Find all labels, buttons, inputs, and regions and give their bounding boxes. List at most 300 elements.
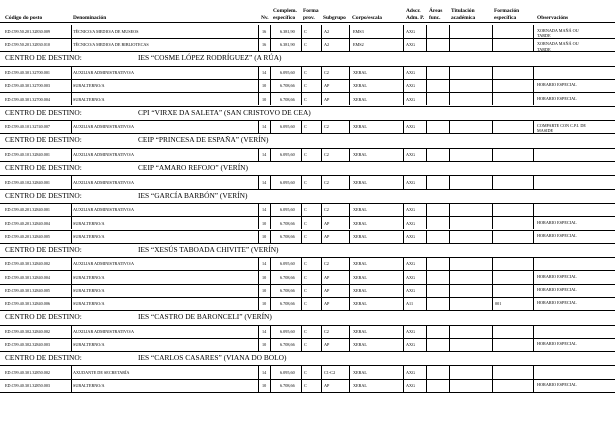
header-titulacion-2: académica [451, 15, 476, 21]
column-divider [321, 365, 322, 378]
cell-forma: C [304, 29, 307, 35]
cell-observacion: HORARIO ESPECIAL [537, 82, 577, 88]
cell-den: TÉCNICO/A MEDIO/A DE MUSEOS [73, 29, 139, 35]
row-rule [0, 79, 615, 80]
column-divider [349, 148, 350, 161]
cell-comp: 6.095,60 [280, 151, 295, 157]
cell-observacion: HORARIO ESPECIAL [537, 300, 577, 305]
cell-den: SUBALTERNO/A [73, 341, 105, 347]
cell-corpo: XERAL [353, 124, 367, 130]
column-divider [403, 365, 404, 378]
column-divider [492, 257, 493, 270]
destination-rule [0, 175, 615, 176]
cell-adscr: AXG [406, 29, 416, 35]
cell-corpo: XERAL [353, 274, 367, 280]
column-divider [449, 203, 450, 216]
column-divider [321, 297, 322, 310]
cell-forma: C [304, 70, 307, 76]
cell-corpo: XERAL [353, 70, 367, 76]
column-divider [492, 120, 493, 133]
cell-forma: C [304, 220, 307, 226]
column-divider [270, 120, 271, 133]
column-divider [349, 38, 350, 51]
column-divider [426, 297, 427, 310]
column-divider [349, 79, 350, 92]
column-divider [449, 270, 450, 283]
column-divider [258, 92, 259, 105]
cell-corpo: XERAL [353, 151, 367, 157]
cell-sub: A2 [324, 42, 330, 48]
column-divider [349, 284, 350, 297]
cell-sub: C2 [324, 207, 329, 213]
header-codigo: Código do posto [5, 15, 43, 21]
cell-corpo: XERAL [353, 207, 367, 213]
column-divider [71, 175, 72, 188]
column-divider [403, 148, 404, 161]
column-divider [533, 38, 534, 51]
column-divider [492, 338, 493, 351]
cell-nv: 14 [262, 261, 267, 267]
column-divider [321, 25, 322, 38]
cell-adscr: AXG [406, 220, 416, 226]
header-adscr-2: Adm. P. [406, 15, 425, 21]
cell-adscr: AXG [406, 261, 416, 267]
cell-forma: C [304, 151, 307, 157]
column-divider [270, 216, 271, 229]
column-divider [426, 92, 427, 105]
cell-code: ED.C99.40.302.32840.003 [5, 341, 51, 347]
column-divider [71, 379, 72, 392]
cell-nv: 10 [262, 274, 267, 280]
column-divider [71, 230, 72, 243]
cell-den: SUBALTERNO/A [73, 382, 105, 388]
cell-corpo: XERAL [353, 220, 367, 226]
cell-adscr: AXG [406, 341, 416, 347]
column-divider [492, 25, 493, 38]
cell-comp: 6.095,60 [280, 179, 295, 185]
cell-code: ED.C99.40.301.32840.006 [5, 301, 51, 306]
cell-corpo: XERAL [353, 341, 367, 347]
cell-adscr: AXG [406, 382, 416, 388]
column-divider [301, 270, 302, 283]
column-divider [321, 66, 322, 79]
column-divider [301, 175, 302, 188]
column-divider [321, 230, 322, 243]
cell-comp: 6.708,66 [280, 233, 295, 239]
column-divider [258, 379, 259, 392]
column-divider [426, 284, 427, 297]
column-divider [426, 230, 427, 243]
header-denominacion: Denominación [73, 15, 107, 21]
column-divider [492, 66, 493, 79]
cell-code: ED.C99.40.301.32850.002 [5, 369, 51, 375]
cell-sub: C2 [324, 261, 329, 267]
column-divider [449, 365, 450, 378]
column-divider [533, 92, 534, 105]
cell-forma: C [304, 274, 307, 280]
column-divider [533, 270, 534, 283]
column-divider [533, 120, 534, 133]
column-divider [449, 284, 450, 297]
column-divider [71, 38, 72, 51]
cell-sub: AP [324, 382, 330, 388]
column-divider [301, 38, 302, 51]
column-divider [258, 270, 259, 283]
center-destination-prefix: CENTRO DE DESTINO: [5, 162, 82, 172]
cell-observacion: TARDE [537, 46, 551, 52]
cell-comp: 6.708,66 [280, 287, 295, 293]
column-divider [533, 338, 534, 351]
cell-nv: 10 [262, 382, 267, 388]
cell-observacion: HORARIO ESPECIAL [537, 340, 577, 346]
column-divider [492, 365, 493, 378]
column-divider [258, 325, 259, 338]
column-divider [533, 379, 534, 392]
column-divider [449, 325, 450, 338]
column-divider [71, 325, 72, 338]
column-divider [533, 257, 534, 270]
cell-nv: 10 [262, 287, 267, 293]
column-divider [403, 257, 404, 270]
cell-sub: A2 [324, 29, 330, 35]
column-divider [449, 92, 450, 105]
column-divider [301, 379, 302, 392]
column-divider [321, 270, 322, 283]
cell-adscr: AXG [406, 328, 416, 334]
cell-adscr: AXG [406, 124, 416, 130]
cell-comp: 6.708,66 [280, 96, 295, 102]
cell-observacion: XORNADA MAÑÁ OU [537, 41, 579, 47]
cell-code: ED.C99.40.101.32740.007 [5, 124, 51, 130]
cell-den: TÉCNICO/A MEDIO/A DE BIBLIOTECAS [73, 42, 149, 48]
cell-forma: C [304, 328, 307, 334]
cell-corpo: XERAL [353, 233, 367, 239]
row-rule [0, 270, 615, 271]
column-divider [258, 148, 259, 161]
cell-nv: 16 [262, 29, 267, 35]
column-divider [533, 148, 534, 161]
center-destination-name: IES “XESÚS TABOADA CHIVITE” (VERÍN) [138, 244, 279, 254]
column-divider [492, 92, 493, 105]
cell-code: ED.C99.40.102.32840.001 [5, 179, 51, 185]
column-divider [270, 79, 271, 92]
row-rule [0, 310, 615, 311]
header-nivel: Nv. [261, 15, 269, 21]
cell-forma: C [304, 301, 307, 306]
cell-sub: C2 [324, 151, 329, 157]
column-divider [321, 216, 322, 229]
column-divider [533, 325, 534, 338]
cell-corpo: XERAL [353, 287, 367, 293]
column-divider [492, 325, 493, 338]
cell-corpo: EMS2 [353, 42, 364, 48]
column-divider [449, 25, 450, 38]
cell-forma: C [304, 382, 307, 388]
center-destination-name: IES “GARCÍA BARBÓN” (VERÍN) [138, 190, 248, 200]
cell-forma: C [304, 233, 307, 239]
cell-adscr: AXG [406, 151, 416, 157]
column-divider [449, 230, 450, 243]
cell-corpo: XERAL [353, 328, 367, 334]
column-divider [71, 203, 72, 216]
column-divider [349, 66, 350, 79]
column-divider [533, 175, 534, 188]
column-divider [258, 284, 259, 297]
cell-observacion: HORARIO ESPECIAL [537, 286, 577, 292]
column-divider [349, 92, 350, 105]
center-destination-name: CPI “VIRXE DA SALETA” (SAN CRISTOVO DE CEA) [138, 107, 311, 117]
column-divider [426, 66, 427, 79]
column-divider [426, 148, 427, 161]
column-divider [258, 175, 259, 188]
column-divider [258, 66, 259, 79]
column-divider [258, 203, 259, 216]
header-formacion-2: específica [494, 15, 517, 21]
column-divider [426, 203, 427, 216]
column-divider [403, 297, 404, 310]
cell-forma: C [304, 42, 307, 48]
center-destination-name: IES “CARLOS CASARES” (VIANA DO BOLO) [138, 352, 287, 362]
row-rule [0, 351, 615, 352]
cell-nv: 10 [262, 96, 267, 102]
column-divider [349, 230, 350, 243]
cell-adscr: AXG [406, 83, 416, 89]
column-divider [301, 284, 302, 297]
column-divider [270, 297, 271, 310]
column-divider [270, 325, 271, 338]
column-divider [321, 325, 322, 338]
cell-comp: 6.708,66 [280, 220, 295, 226]
row-rule [0, 92, 615, 93]
column-divider [426, 38, 427, 51]
row-rule [0, 106, 615, 107]
column-divider [533, 25, 534, 38]
cell-den: AUXILIAR ADMINISTRATIVO/A [73, 70, 135, 76]
column-divider [533, 66, 534, 79]
row-rule [0, 216, 615, 217]
column-divider [349, 120, 350, 133]
header-observacions: Observacións [537, 15, 569, 21]
cell-sub: C2 [324, 179, 329, 185]
cell-comp: 6.708,66 [280, 341, 295, 347]
column-divider [270, 148, 271, 161]
column-divider [270, 38, 271, 51]
row-rule [0, 230, 615, 231]
column-divider [258, 216, 259, 229]
column-divider [71, 284, 72, 297]
column-divider [71, 257, 72, 270]
center-destination-prefix: CENTRO DE DESTINO: [5, 352, 82, 362]
cell-adscr: AXG [406, 207, 416, 213]
column-divider [349, 297, 350, 310]
cell-code: ED.C99.40.302.32840.002 [5, 328, 51, 334]
cell-sub: AP [324, 220, 330, 226]
column-divider [321, 338, 322, 351]
row-rule [0, 338, 615, 339]
column-divider [349, 175, 350, 188]
cell-code: ED.C99.40.301.32840.005 [5, 287, 51, 293]
cell-sub: AP [324, 83, 330, 89]
column-divider [449, 379, 450, 392]
column-divider [403, 25, 404, 38]
column-divider [258, 365, 259, 378]
column-divider [403, 338, 404, 351]
cell-adscr: A11 [406, 301, 414, 306]
cell-corpo: XERAL [353, 301, 367, 306]
cell-forma: C [304, 287, 307, 293]
column-divider [403, 270, 404, 283]
column-divider [403, 38, 404, 51]
column-divider [349, 338, 350, 351]
column-divider [403, 79, 404, 92]
cell-corpo: XERAL [353, 382, 367, 388]
cell-nv: 14 [262, 151, 267, 157]
row-rule [0, 392, 615, 393]
cell-code: ED.C99.40.301.32700.001 [5, 70, 51, 76]
column-divider [349, 25, 350, 38]
cell-corpo: EMS3 [353, 29, 364, 35]
column-divider [321, 79, 322, 92]
column-divider [301, 257, 302, 270]
column-divider [321, 148, 322, 161]
cell-comp: 6.381,90 [280, 29, 295, 35]
column-divider [321, 92, 322, 105]
column-divider [426, 325, 427, 338]
column-divider [403, 216, 404, 229]
center-destination-prefix: CENTRO DE DESTINO: [5, 135, 82, 145]
column-divider [403, 379, 404, 392]
center-destination-name: CEIP “PRINCESA DE ESPAÑA” (VERÍN) [138, 135, 269, 145]
column-divider [533, 230, 534, 243]
row-rule [0, 379, 615, 380]
cell-den: AUXILIAR ADMINISTRATIVO/A [73, 124, 135, 130]
column-divider [301, 325, 302, 338]
column-divider [301, 297, 302, 310]
column-divider [258, 120, 259, 133]
cell-adscr: AXG [406, 42, 416, 48]
center-destination-name: IES “COSME LÓPEZ RODRÍGUEZ” (A RÚA) [138, 53, 282, 63]
cell-sub: AP [324, 301, 330, 306]
column-divider [258, 257, 259, 270]
column-divider [426, 216, 427, 229]
cell-code: ED.C99.40.201.32840.004 [5, 220, 51, 226]
column-divider [449, 120, 450, 133]
cell-sub: C2 [324, 124, 329, 130]
cell-forma: C [304, 261, 307, 267]
column-divider [321, 38, 322, 51]
cell-sub: AP [324, 287, 330, 293]
column-divider [270, 92, 271, 105]
header-corpo: Corpo/escala [352, 15, 382, 21]
row-rule [0, 189, 615, 190]
header-forma-1: Forma [303, 8, 319, 14]
column-divider [301, 338, 302, 351]
column-divider [270, 203, 271, 216]
cell-forma: C [304, 179, 307, 185]
cell-code: ED.C99.40.301.32700.004 [5, 96, 51, 102]
column-divider [349, 270, 350, 283]
column-divider [270, 379, 271, 392]
column-divider [71, 120, 72, 133]
column-divider [403, 203, 404, 216]
column-divider [492, 297, 493, 310]
cell-code: ED.C99.40.301.32840.004 [5, 274, 51, 280]
column-divider [270, 284, 271, 297]
cell-observacion: COMPARTE CON C.P.I. DE [537, 123, 586, 129]
column-divider [403, 325, 404, 338]
cell-comp: 6.381,90 [280, 42, 295, 48]
cell-nv: 14 [262, 179, 267, 185]
column-divider [426, 338, 427, 351]
cell-sub: AP [324, 233, 330, 239]
destination-rule [0, 325, 615, 326]
cell-sub: AP [324, 274, 330, 280]
column-divider [301, 216, 302, 229]
column-divider [71, 148, 72, 161]
column-divider [301, 66, 302, 79]
cell-comp: 6.708,66 [280, 83, 295, 89]
cell-den: AUXILIAR ADMINISTRATIVO/A [73, 328, 135, 334]
column-divider [403, 120, 404, 133]
cell-comp: 6.708,66 [280, 382, 295, 388]
cell-adscr: AXG [406, 70, 416, 76]
center-destination-name: IES “CASTRO DE BARONCELI” (VERÍN) [138, 312, 272, 321]
cell-comp: 6.708,66 [280, 274, 295, 280]
column-divider [321, 379, 322, 392]
column-divider [492, 79, 493, 92]
column-divider [301, 79, 302, 92]
cell-nv: 14 [262, 328, 267, 334]
cell-observacion: HORARIO ESPECIAL [537, 381, 577, 387]
cell-comp: 6.095,60 [280, 70, 295, 76]
column-divider [270, 338, 271, 351]
column-divider [301, 148, 302, 161]
column-divider [71, 297, 72, 310]
cell-den: SUBALTERNO/A [73, 233, 105, 239]
cell-sub: C2 [324, 70, 329, 76]
column-divider [258, 230, 259, 243]
cell-corpo: XERAL [353, 179, 367, 185]
column-divider [403, 66, 404, 79]
cell-den: AUXILIAR ADMINISTRATIVO/A [73, 179, 135, 185]
cell-sub: C1-C2 [324, 369, 336, 375]
cell-observacion: HORARIO ESPECIAL [537, 95, 577, 101]
column-divider [449, 257, 450, 270]
column-divider [258, 297, 259, 310]
center-destination-prefix: CENTRO DE DESTINO: [5, 244, 82, 254]
destination-rule [0, 365, 615, 366]
cell-code: ED.C99.40.101.32840.001 [5, 151, 51, 157]
cell-nv: 14 [262, 124, 267, 130]
row-rule [0, 284, 615, 285]
column-divider [403, 92, 404, 105]
column-divider [301, 365, 302, 378]
cell-nv: 10 [262, 341, 267, 347]
column-divider [426, 120, 427, 133]
column-divider [492, 230, 493, 243]
cell-den: SUBALTERNO/A [73, 83, 105, 89]
column-divider [349, 379, 350, 392]
row-rule [0, 297, 615, 298]
column-divider [492, 216, 493, 229]
column-divider [449, 38, 450, 51]
column-divider [71, 216, 72, 229]
cell-adscr: AXG [406, 369, 416, 375]
cell-den: SUBALTERNO/A [73, 301, 105, 306]
cell-observacion: HORARIO ESPECIAL [537, 219, 577, 225]
cell-nv: 16 [262, 42, 267, 48]
column-divider [349, 257, 350, 270]
